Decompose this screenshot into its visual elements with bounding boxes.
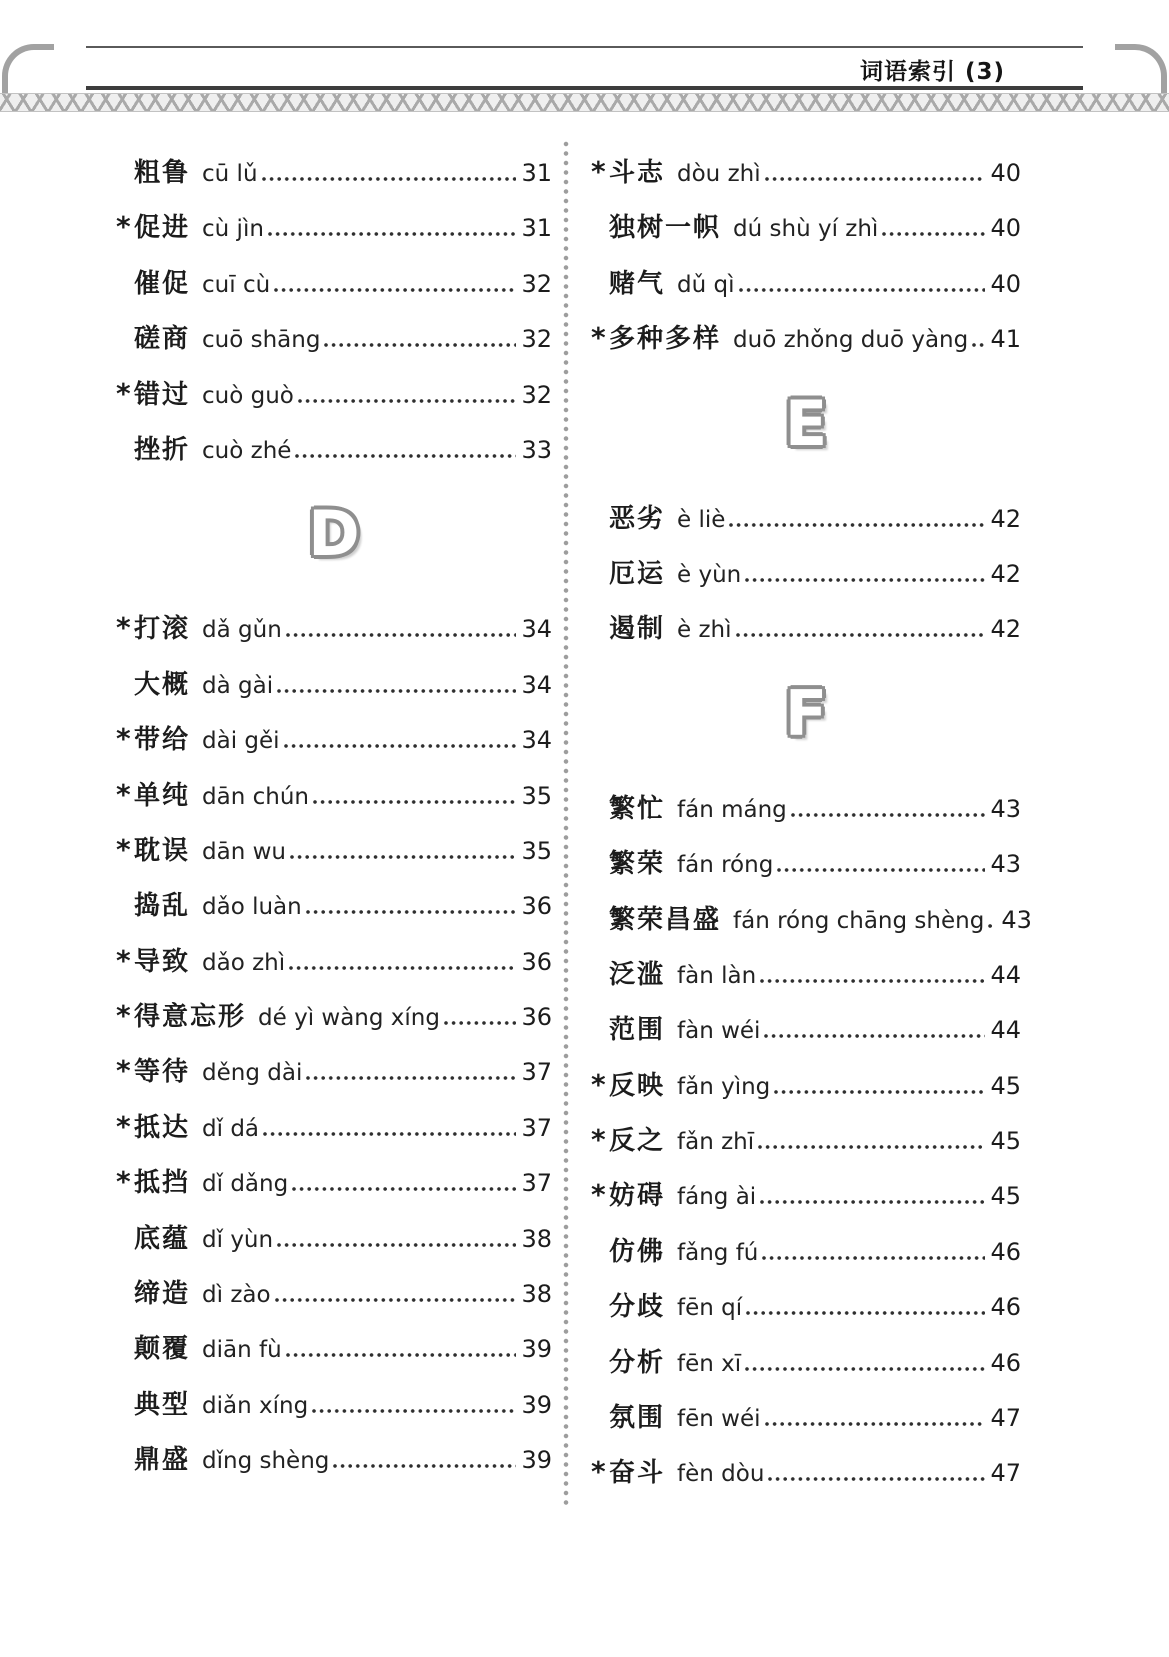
entry-page-number: 43 [990,794,1021,823]
section-heading-d [116,472,552,596]
entry-page-number: 46 [990,1237,1021,1266]
entry-word: 仿佛 [609,1236,666,1267]
entry-word: 等待 [134,1057,191,1088]
index-entry [591,1274,1021,1329]
entry-pinyin: dòu zhì [677,161,761,187]
leader-dots [306,910,517,914]
entry-pinyin: dǎo luàn [202,894,302,921]
index-entry [591,1330,1021,1385]
index-entry [591,1163,1021,1218]
entry-word: 打滚 [134,614,191,645]
entry-pinyin: fán róng chāng shèng [733,907,985,934]
entry-pinyin: dǐ dǎng [202,1171,289,1198]
entry-word: 妨碍 [609,1181,666,1212]
entry-pinyin: è liè [677,506,726,533]
index-entry [116,1372,552,1427]
header-rule-top [86,46,1083,48]
index-entry [116,1150,552,1205]
entry-word: 独树一帜 [609,213,722,244]
entry-page-number: 40 [990,214,1021,243]
entry-page-number: 41 [990,325,1021,354]
entry-word: 抵达 [134,1112,191,1143]
entry-word: 反之 [609,1126,666,1157]
entry-pinyin: cù jìn [202,216,264,243]
star-marker: * [116,832,131,866]
leader-dots [988,924,996,928]
entry-pinyin: fèn dòu [677,1461,765,1488]
entry-word: 繁荣昌盛 [609,904,722,935]
entry-word: 颠覆 [134,1334,191,1365]
index-entry [591,831,1021,886]
entry-page-number: 38 [521,1280,552,1309]
star-marker: * [116,1109,131,1143]
entry-page-number: 37 [521,1169,552,1198]
entry-page-number: 31 [521,214,552,243]
leader-dots [444,1021,516,1025]
index-entry [591,1219,1021,1274]
entry-pinyin: dé yì wàng xíng [258,1005,440,1032]
index-entry [116,1206,552,1261]
entry-word: 错过 [134,379,191,410]
leader-dots [745,1367,985,1371]
index-entry [591,541,1021,596]
leader-dots [765,1422,986,1426]
entry-page-number: 34 [521,726,552,755]
entry-pinyin: dān wu [202,838,286,865]
leader-dots [277,689,516,693]
leader-dots [284,744,517,748]
index-entry [116,1427,552,1482]
star-marker: * [591,321,606,355]
entry-pinyin: fàn làn [677,962,757,989]
index-entry [591,306,1021,361]
entry-word: 典型 [134,1389,191,1420]
leader-dots [268,232,517,236]
entry-word: 单纯 [134,780,191,811]
star-marker: * [591,155,606,188]
leader-dots [277,1243,516,1247]
index-entry [116,763,552,818]
entry-pinyin: fēn xī [677,1350,742,1377]
entry-word: 得意忘形 [134,1002,247,1033]
leader-dots [736,633,986,637]
decorative-band [0,93,1169,112]
index-entry [116,818,552,873]
index-entry [116,873,552,928]
section-letter-text: E [784,386,828,460]
entry-word: 底蕴 [134,1223,191,1254]
star-marker: * [116,611,131,645]
index-entry [116,1261,552,1316]
index-entry [591,1440,1021,1495]
entry-page-number: 31 [521,159,552,187]
leader-dots [762,1256,985,1260]
leader-dots [758,1145,985,1149]
star-marker: * [116,943,131,977]
leader-dots [286,1353,517,1357]
leader-dots [791,813,986,817]
leader-dots [768,1477,985,1481]
leader-dots [262,177,517,181]
entry-word: 繁荣 [609,849,666,880]
entry-pinyin: cuī cù [202,271,271,298]
entry-word: 大概 [134,669,191,700]
leader-dots [765,177,986,181]
entry-page-number: 32 [521,269,552,298]
index-entry [116,1316,552,1371]
entry-pinyin: dǔ qì [677,271,735,298]
leader-dots [263,1132,516,1136]
entry-word: 赌气 [609,268,666,299]
entry-word: 抵挡 [134,1168,191,1199]
leader-dots [292,1187,516,1191]
entry-word: 鼎盛 [134,1445,191,1476]
index-entry [116,417,552,472]
index-entry [116,195,552,250]
entry-word: 繁忙 [609,793,666,824]
entry-pinyin: fǎn yìng [677,1073,771,1100]
entry-word: 恶劣 [609,503,666,534]
entry-pinyin: diǎn xíng [202,1392,309,1419]
index-entry [116,362,552,417]
entry-pinyin: cuò guò [202,382,294,409]
leader-dots [312,1409,516,1413]
entry-pinyin: dǐ yùn [202,1226,274,1253]
entry-pinyin: fán róng [677,852,774,879]
column-divider-dots [563,140,569,1508]
entry-page-number: 44 [990,1016,1021,1045]
entry-page-number: 44 [990,960,1021,989]
star-marker: * [591,1067,606,1101]
entry-page-number: 33 [521,435,552,464]
section-letter-text: F [784,676,828,750]
page-frame-corner-right [1115,44,1167,100]
entry-word: 厄运 [609,558,666,589]
star-marker: * [116,1165,131,1199]
index-entry [591,1385,1021,1440]
entry-pinyin: è yùn [677,561,742,588]
entry-pinyin: fáng ài [677,1184,757,1211]
entry-pinyin: duō zhǒng duō yàng [733,327,969,354]
entry-pinyin: cuō shāng [202,327,321,354]
index-column-left [116,140,552,1483]
star-marker: * [116,210,131,244]
leader-dots [745,578,985,582]
entry-page-number: 47 [990,1459,1021,1488]
entry-page-number: 35 [521,836,552,865]
entry-page-number: 36 [521,947,552,976]
leader-dots [290,855,516,859]
entry-word: 带给 [134,725,191,756]
leader-dots [764,1034,985,1038]
index-entry [116,707,552,762]
entry-pinyin: dì zào [202,1282,271,1309]
entry-page-number: 45 [990,1127,1021,1156]
entry-pinyin: dǎ gǔn [202,617,282,644]
entry-pinyin: dǐng shèng [202,1448,330,1475]
leader-dots [286,633,517,637]
leader-dots [295,454,516,458]
leader-dots [289,966,516,970]
index-column-right [591,140,1032,1496]
entry-page-number: 32 [521,325,552,354]
index-entry [591,997,1021,1052]
section-heading-f [591,652,1021,776]
entry-pinyin: è zhì [677,617,732,644]
entry-page-number: 43 [1001,905,1032,934]
section-heading-e [591,362,1021,486]
leader-dots [333,1464,516,1468]
entry-page-number: 34 [521,615,552,644]
index-entry [116,251,552,306]
star-marker: * [116,1054,131,1088]
entry-word: 磋商 [134,324,191,355]
entry-word: 促进 [134,213,191,244]
entry-word: 缔造 [134,1279,191,1310]
entry-page-number: 45 [990,1071,1021,1100]
entry-pinyin: fàn wéi [677,1018,761,1045]
star-marker: * [116,777,131,811]
index-entry [116,140,552,195]
page-title: 词语索引 (3) [859,59,1005,85]
entry-word: 导致 [134,946,191,977]
leader-dots [739,288,986,292]
entry-word: 催促 [134,268,191,299]
entry-page-number: 43 [990,850,1021,879]
star-marker: * [116,376,131,410]
star-marker: * [591,1123,606,1157]
entry-page-number: 35 [521,781,552,810]
star-marker: * [591,1178,606,1212]
index-entry [116,652,552,707]
index-entry [116,1039,552,1094]
leader-dots [972,343,985,347]
entry-pinyin: děng dài [202,1060,303,1087]
index-entry [116,596,552,651]
entry-page-number: 36 [521,1003,552,1032]
leader-dots [324,343,516,347]
entry-word: 反映 [609,1070,666,1101]
entry-page-number: 40 [990,269,1021,298]
entry-pinyin: dú shù yí zhì [733,216,879,243]
leader-dots [306,1076,516,1080]
entry-page-number: 45 [990,1182,1021,1211]
index-entry [116,929,552,984]
entry-page-number: 47 [990,1404,1021,1433]
leader-dots [274,288,516,292]
entry-pinyin: cū lǔ [202,161,258,187]
entry-pinyin: fán máng [677,796,787,823]
index-entry [116,1095,552,1150]
star-marker: * [116,722,131,756]
entry-page-number: 46 [990,1293,1021,1322]
page-frame-corner-left [2,44,54,100]
entry-page-number: 32 [521,380,552,409]
entry-pinyin: fǎn zhī [677,1129,755,1156]
index-entry [591,1053,1021,1108]
entry-page-number: 36 [521,892,552,921]
entry-pinyin: dān chún [202,783,309,810]
leader-dots [746,1311,985,1315]
leader-dots [882,232,985,236]
entry-pinyin: dài gěi [202,728,280,755]
index-entry [591,195,1021,250]
leader-dots [313,800,516,804]
index-entry [591,887,1032,942]
entry-page-number: 42 [990,559,1021,588]
leader-dots [777,868,985,872]
entry-page-number: 40 [990,159,1021,187]
index-entry [591,776,1021,831]
entry-word: 范围 [609,1015,666,1046]
leader-dots [275,1298,517,1302]
entry-word: 粗鲁 [134,158,191,188]
entry-word: 捣乱 [134,891,191,922]
entry-pinyin: dǎo zhì [202,949,286,976]
entry-page-number: 42 [990,615,1021,644]
entry-page-number: 39 [521,1446,552,1475]
entry-pinyin: diān fù [202,1337,282,1364]
entry-page-number: 38 [521,1224,552,1253]
entry-word: 泛滥 [609,959,666,990]
entry-word: 分歧 [609,1292,666,1323]
entry-pinyin: fēn qí [677,1295,743,1322]
entry-word: 斗志 [609,158,666,188]
entry-pinyin: dà gài [202,672,274,699]
entry-page-number: 34 [521,670,552,699]
leader-dots [760,1200,985,1204]
index-entry [116,306,552,361]
star-marker: * [591,1455,606,1489]
entry-pinyin: fēn wéi [677,1406,761,1433]
star-marker: * [116,999,131,1033]
entry-pinyin: fǎng fú [677,1239,759,1266]
entry-word: 挫折 [134,434,191,465]
section-letter-text: D [308,497,360,571]
index-entry [591,596,1021,651]
index-entry [116,984,552,1039]
entry-page-number: 42 [990,504,1021,533]
entry-word: 耽误 [134,835,191,866]
entry-pinyin: dǐ dá [202,1115,260,1142]
entry-word: 奋斗 [609,1458,666,1489]
index-entry [591,942,1021,997]
entry-page-number: 37 [521,1113,552,1142]
leader-dots [760,979,985,983]
entry-page-number: 46 [990,1348,1021,1377]
entry-word: 氛围 [609,1403,666,1434]
entry-word: 遏制 [609,614,666,645]
leader-dots [774,1090,985,1094]
index-entry [591,486,1021,541]
index-entry [591,140,1021,195]
entry-page-number: 37 [521,1058,552,1087]
entry-word: 分析 [609,1347,666,1378]
index-entry [591,1108,1021,1163]
header-rule-bottom [86,86,1083,90]
entry-page-number: 39 [521,1335,552,1364]
leader-dots [729,523,985,527]
entry-pinyin: cuò zhé [202,437,292,464]
entry-page-number: 39 [521,1390,552,1419]
leader-dots [298,399,517,403]
entry-word: 多种多样 [609,324,722,355]
index-entry [591,251,1021,306]
